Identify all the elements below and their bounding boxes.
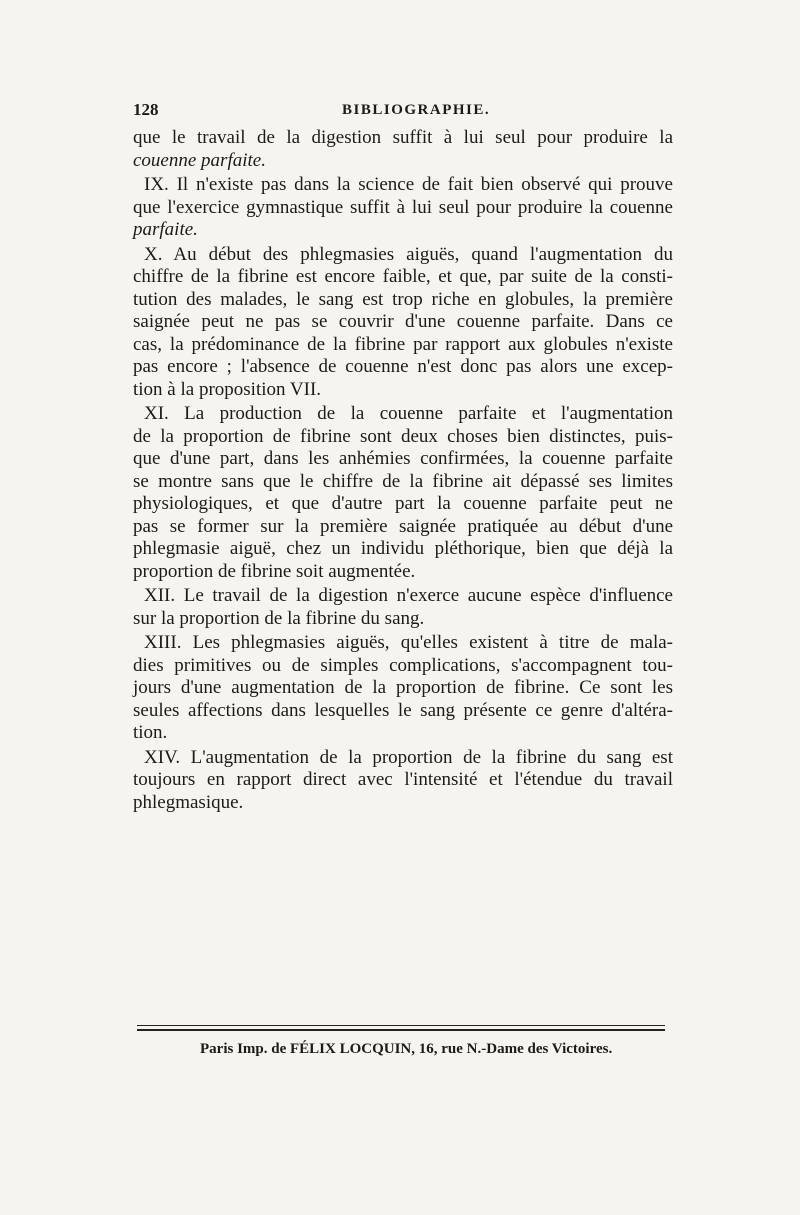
text-line: se montre sans que le chiffre de la fibrine ait dépassé ses limites — [133, 470, 673, 492]
text-line: pas se former sur la première saignée pratiquée au début d'une — [133, 515, 673, 537]
text-line: parfaite. — [133, 219, 198, 240]
text-line: XIII. Les phlegmasies aiguës, qu'elles existent à titre de mala- — [144, 632, 673, 653]
page-number: 128 — [133, 100, 159, 119]
text-line: tion. — [133, 722, 168, 743]
text-line: phlegmasique. — [133, 791, 244, 813]
text-line: couenne parfaite. — [133, 149, 266, 171]
printer-imprint: Paris Imp. de FÉLIX LOCQUIN, 16, rue N.-Dame des Victoires. — [200, 1041, 613, 1057]
text-line: saignée peut ne pas se couvrir d'une couenne parfaite. Dans ce — [133, 311, 673, 332]
text-line: de la proportion de fibrine sont deux choses bien distinctes, puis- — [133, 425, 673, 447]
running-title: BIBLIOGRAPHIE. — [342, 102, 491, 118]
text-line: tution des malades, le sang est trop riche en globules, la première — [133, 288, 673, 310]
footer-rule — [137, 1025, 665, 1026]
text-line: physiologiques, et que d'autre part la couenne parfaite peut ne — [133, 493, 673, 514]
text-line: cas, la prédominance de la fibrine par rapport aux globules n'existe — [133, 333, 673, 355]
text-line: que l'exercice gymnastique suffit à lui seul pour produire la couenne — [133, 196, 673, 218]
text-line: que le travail de la digestion suffit à lui seul pour produire la — [133, 127, 673, 148]
footer-rule-thick — [137, 1029, 665, 1031]
text-line: jours d'une augmentation de la proportion de fibrine. Ce sont les — [133, 677, 673, 698]
text-line: sur la proportion de la fibrine du sang. — [133, 607, 425, 629]
text-line: XII. Le travail de la digestion n'exerce aucune espèce d'influence — [144, 585, 673, 606]
text-line: X. Au début des phlegmasies aiguës, quand l'augmentation du — [144, 243, 673, 265]
text-line: que d'une part, dans les anhémies confirmées, la couenne parfaite — [133, 448, 673, 469]
text-line: seules affections dans lesquelles le sang présente ce genre d'altéra- — [133, 699, 673, 721]
page-header — [133, 100, 673, 124]
text-line: IX. Il n'existe pas dans la science de fait bien observé qui prouve — [144, 174, 673, 195]
text-line: pas encore ; l'absence de couenne n'est donc pas alors une excep- — [133, 356, 673, 377]
text-line: chiffre de la fibrine est encore faible, et que, par suite de la consti- — [133, 266, 673, 287]
text-line: proportion de fibrine soit augmentée. — [133, 560, 416, 582]
text-line: tion à la proposition VII. — [133, 378, 322, 400]
text-line: phlegmasie aiguë, chez un individu pléthorique, bien que déjà la — [133, 538, 673, 559]
text-line: XI. La production de la couenne parfaite et l'augmentation — [144, 403, 673, 424]
text-line: dies primitives ou de simples complications, s'accompagnent tou- — [133, 654, 673, 676]
text-line: toujours en rapport direct avec l'intensité et l'étendue du travail — [133, 769, 673, 790]
body-text — [133, 127, 673, 814]
text-line: XIV. L'augmentation de la proportion de la fibrine du sang est — [144, 746, 673, 768]
